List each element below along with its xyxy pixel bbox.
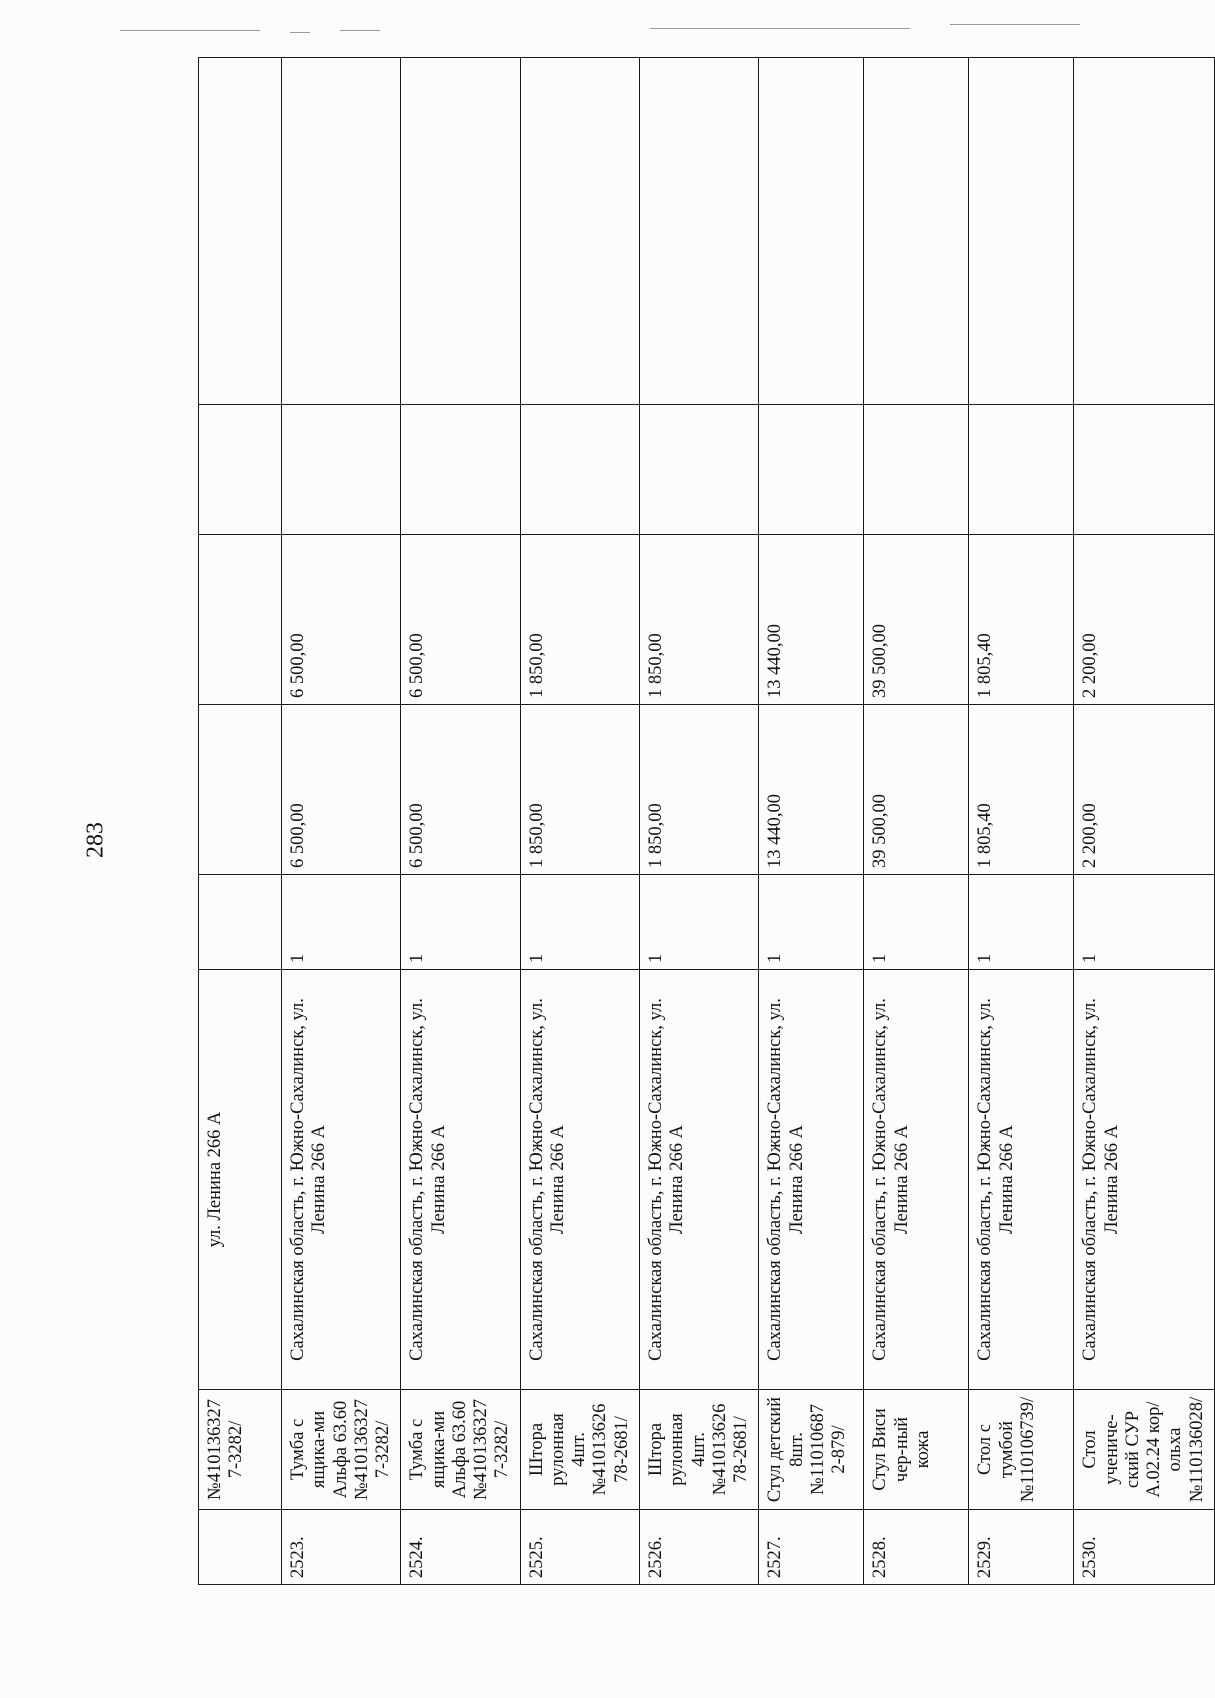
cell-name: Стол учениче-ский СУР А.02.24 кор/ольха №110136028/ xyxy=(1074,1390,1215,1510)
cell-empty xyxy=(401,405,520,535)
cell-number: 2530. xyxy=(1074,1510,1215,1585)
scan-noise xyxy=(120,30,260,31)
cell-quantity: 1 xyxy=(1074,875,1215,970)
cell-name: Стол с тумбой №110106739/ xyxy=(969,1390,1074,1510)
cell-address: Сахалинская область, г. Южно-Сахалинск, ул. Ленина 266 А xyxy=(759,970,864,1390)
cell-number: 2528. xyxy=(864,1510,969,1585)
cell-number: 2526. xyxy=(639,1510,758,1585)
cell-address: Сахалинская область, г. Южно-Сахалинск, ул. Ленина 266 А xyxy=(282,970,401,1390)
cell-value: 2 200,00 xyxy=(1074,535,1215,705)
cell-empty xyxy=(520,58,639,405)
inventory-table xyxy=(198,57,1215,1585)
cell-quantity: 1 xyxy=(864,875,969,970)
table-row xyxy=(759,58,864,1585)
cell-value: 1 850,00 xyxy=(639,535,758,705)
cell-empty xyxy=(401,58,520,405)
cell-address: Сахалинская область, г. Южно-Сахалинск, ул. Ленина 266 А xyxy=(1074,970,1215,1390)
cell-cost xyxy=(199,705,282,875)
table-row xyxy=(639,58,758,1585)
cell-name: №4101363277-3282/ xyxy=(199,1390,282,1510)
cell-value: 1 850,00 xyxy=(520,535,639,705)
cell-cost: 1 850,00 xyxy=(639,705,758,875)
cell-value: 6 500,00 xyxy=(401,535,520,705)
cell-empty xyxy=(639,405,758,535)
cell-empty xyxy=(969,405,1074,535)
cell-name: Стул Виси чер-ный кожа xyxy=(864,1390,969,1510)
table-row xyxy=(401,58,520,1585)
cell-empty xyxy=(864,58,969,405)
cell-address: Сахалинская область, г. Южно-Сахалинск, ул. Ленина 266 А xyxy=(864,970,969,1390)
cell-empty xyxy=(759,58,864,405)
cell-quantity: 1 xyxy=(520,875,639,970)
scan-noise xyxy=(950,24,1080,25)
cell-number: 2525. xyxy=(520,1510,639,1585)
cell-empty xyxy=(199,58,282,405)
cell-empty xyxy=(199,405,282,535)
cell-cost: 6 500,00 xyxy=(282,705,401,875)
page-number: 283 xyxy=(82,822,109,858)
cell-value: 39 500,00 xyxy=(864,535,969,705)
cell-quantity: 1 xyxy=(969,875,1074,970)
cell-number: 2527. xyxy=(759,1510,864,1585)
cell-address: Сахалинская область, г. Южно-Сахалинск, ул. Ленина 266 А xyxy=(969,970,1074,1390)
cell-cost: 13 440,00 xyxy=(759,705,864,875)
cell-empty xyxy=(520,405,639,535)
cell-number: 2524. xyxy=(401,1510,520,1585)
cell-cost: 1 850,00 xyxy=(520,705,639,875)
table-container xyxy=(198,58,1207,1585)
cell-quantity xyxy=(199,875,282,970)
cell-name: Штора рулонная 4шт.№41013626 78-2681/ xyxy=(520,1390,639,1510)
scan-noise xyxy=(340,30,380,31)
cell-empty xyxy=(864,405,969,535)
cell-empty xyxy=(282,405,401,535)
table-row-continued xyxy=(199,58,282,1585)
cell-name: Тумба с ящика-ми Альфа 63.60 №4101363277-3282/ xyxy=(401,1390,520,1510)
cell-name: Стул детский 8шт.№11010687 2-879/ xyxy=(759,1390,864,1510)
cell-name: Тумба с ящика-ми Альфа 63.60 №4101363277-3282/ xyxy=(282,1390,401,1510)
table-row xyxy=(864,58,969,1585)
scan-noise xyxy=(290,32,310,33)
cell-address: Сахалинская область, г. Южно-Сахалинск, ул. Ленина 266 А xyxy=(639,970,758,1390)
cell-value: 13 440,00 xyxy=(759,535,864,705)
table-row xyxy=(1074,58,1215,1585)
cell-cost: 39 500,00 xyxy=(864,705,969,875)
cell-value xyxy=(199,535,282,705)
cell-quantity: 1 xyxy=(401,875,520,970)
table-row xyxy=(520,58,639,1585)
cell-address: Сахалинская область, г. Южно-Сахалинск, ул. Ленина 266 А xyxy=(401,970,520,1390)
cell-quantity: 1 xyxy=(759,875,864,970)
cell-number: 2523. xyxy=(282,1510,401,1585)
cell-cost: 1 805,40 xyxy=(969,705,1074,875)
cell-quantity: 1 xyxy=(282,875,401,970)
cell-number: 2529. xyxy=(969,1510,1074,1585)
cell-quantity: 1 xyxy=(639,875,758,970)
cell-empty xyxy=(1074,405,1215,535)
cell-cost: 2 200,00 xyxy=(1074,705,1215,875)
table-row xyxy=(282,58,401,1585)
cell-cost: 6 500,00 xyxy=(401,705,520,875)
cell-empty xyxy=(759,405,864,535)
cell-empty xyxy=(969,58,1074,405)
cell-number xyxy=(199,1510,282,1585)
cell-address: ул. Ленина 266 А xyxy=(199,970,282,1390)
cell-empty xyxy=(1074,58,1215,405)
cell-empty xyxy=(282,58,401,405)
scan-noise xyxy=(650,28,910,29)
cell-name: Штора рулонная 4шт.№41013626 78-2681/ xyxy=(639,1390,758,1510)
cell-empty xyxy=(639,58,758,405)
cell-address: Сахалинская область, г. Южно-Сахалинск, ул. Ленина 266 А xyxy=(520,970,639,1390)
cell-value: 1 805,40 xyxy=(969,535,1074,705)
cell-value: 6 500,00 xyxy=(282,535,401,705)
table-row xyxy=(969,58,1074,1585)
